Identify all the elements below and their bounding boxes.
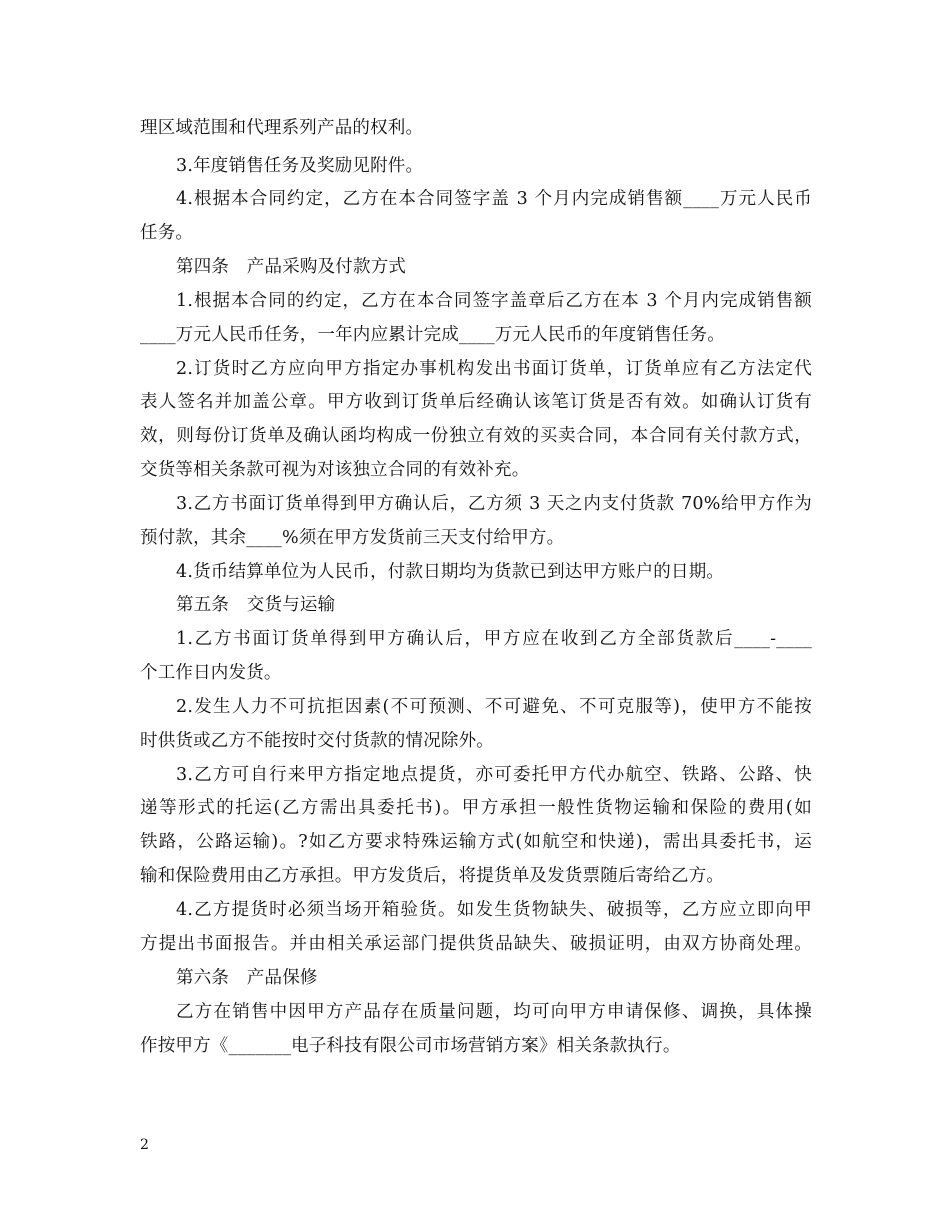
text-line: 4.货币结算单位为人民币，付款日期均为货款已到达甲方账户的日期。 (176, 562, 725, 582)
text-line: 效，则每份订货单及确认函均构成一份独立有效的买卖合同，本合同有关付款方式， (140, 426, 812, 446)
text-line: 2.订货时乙方应向甲方指定办事机构发出书面订货单，订货单应有乙方法定代 (176, 359, 812, 379)
text-line: ____万元人民币任务，一年内应累计完成____万元人民币的年度销售任务。 (140, 325, 725, 345)
text-line: 作按甲方《_______电子科技有限公司市场营销方案》相关条款执行。 (140, 1036, 681, 1056)
text-line: 输和保险费用由乙方承担。甲方发货后，将提货单及发货票随后寄给乙方。 (140, 866, 725, 886)
section-heading: 第四条 产品采购及付款方式 (176, 257, 407, 277)
text-line: 方提出书面报告。并由相关承运部门提供货品缺失、破损证明，由双方协商处理。 (140, 934, 812, 954)
text-line: 1.乙方书面订货单得到甲方确认后，甲方应在收到乙方全部货款后____-____ (176, 629, 812, 649)
text-line: 时供货或乙方不能按时交付货款的情况除外。 (140, 731, 494, 751)
page-number: 2 (140, 1137, 149, 1153)
text-line: 4.根据本合同约定，乙方在本合同签字盖 3 个月内完成销售额____万元人民币 (176, 189, 812, 209)
text-line: 3.年度销售任务及奖励见附件。 (176, 156, 424, 176)
text-line: 乙方在销售中因甲方产品存在质量问题，均可向甲方申请保修、调换，具体操 (176, 1002, 812, 1022)
text-line: 1.根据本合同的约定，乙方在本合同签字盖章后乙方在本 3 个月内完成销售额 (176, 291, 812, 311)
text-line: 2.发生人力不可抗拒因素(不可预测、不可避免、不可克服等)，使甲方不能按 (176, 697, 812, 717)
text-line: 4.乙方提货时必须当场开箱验货。如发生货物缺失、破损等，乙方应立即向甲 (176, 900, 812, 920)
text-line: 3.乙方书面订货单得到甲方确认后，乙方须 3 天之内支付货款 70%给甲方作为 (176, 494, 812, 514)
text-line: 铁路，公路运输)。?如乙方要求特殊运输方式(如航空和快递)，需出具委托书，运 (140, 832, 812, 852)
text-line: 理区域范围和代理系列产品的权利。 (140, 118, 424, 138)
section-heading: 第五条 交货与运输 (176, 595, 336, 615)
text-line: 递等形式的托运(乙方需出具委托书)。甲方承担一般性货物运输和保险的费用(如 (140, 798, 812, 818)
text-line: 预付款，其余____%须在甲方发货前三天支付给甲方。 (140, 528, 565, 548)
section-heading: 第六条 产品保修 (176, 968, 318, 988)
text-line: 个工作日内发货。 (140, 663, 282, 683)
text-line: 任务。 (140, 223, 194, 243)
text-line: 3.乙方可自行来甲方指定地点提货，亦可委托甲方代办航空、铁路、公路、快 (176, 765, 812, 785)
text-line: 表人签名并加盖公章。甲方收到订货单后经确认该笔订货是否有效。如确认订货有 (140, 392, 812, 412)
text-line: 交货等相关条款可视为对该独立合同的有效补充。 (140, 460, 530, 480)
